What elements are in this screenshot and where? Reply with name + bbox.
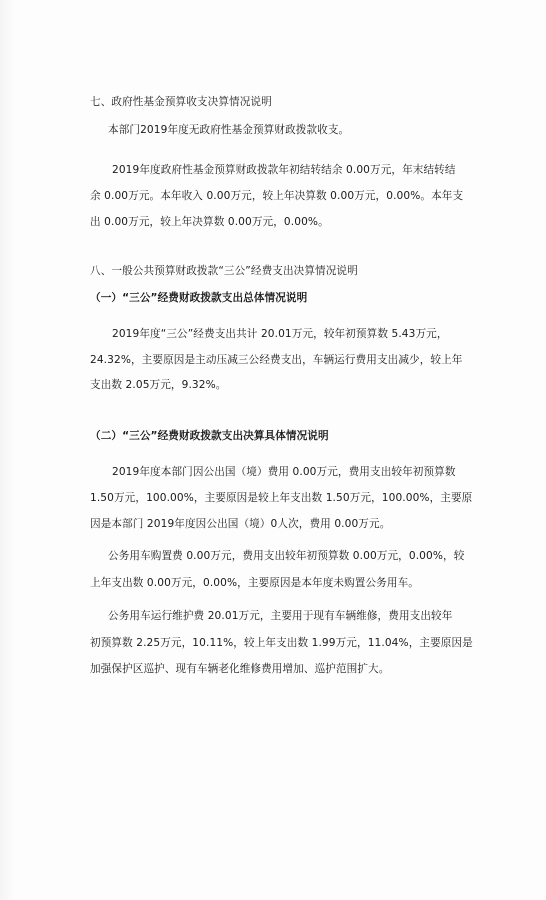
section7-paragraph-2-line-2: 余 0.00万元。本年收入 0.00万元，较上年决算数 0.00万元，0.00%。本年支 xyxy=(90,190,464,202)
section8-sub1-line-1: 2019年度“三公”经费支出共计 20.01万元，较年初预算数 5.43万元， xyxy=(112,328,448,340)
section8-sub2-title: （二）“三公”经费财政拨款支出决算具体情况说明 xyxy=(90,430,329,442)
section8-sub2-p1-line-2: 1.50万元，100.00%，主要原因是较上年支出数 1.50万元，100.00%，主要原 xyxy=(90,492,473,504)
section8-sub2-p3-line-3: 加强保护区巡护、现有车辆老化维修费用增加、巡护范围扩大。 xyxy=(90,663,390,675)
section8-sub2-p2-line-1: 公务用车购置费 0.00万元，费用支出较年初预算数 0.00万元，0.00%，较 xyxy=(108,550,465,562)
section8-sub2-p2-line-2: 上年支出数 0.00万元，0.00%，主要原因是本年度未购置公务用车。 xyxy=(90,577,419,589)
section8-sub2-p1-line-3: 因是本部门 2019年度因公出国（境）0人次，费用 0.00万元。 xyxy=(90,518,391,530)
section8-sub2-p3-line-2: 初预算数 2.25万元，10.11%，较上年支出数 1.99万元，11.04%，主要原因是 xyxy=(90,637,473,649)
section7-paragraph-2-line-3: 出 0.00万元，较上年决算数 0.00万元，0.00%。 xyxy=(90,216,329,228)
section8-sub2-p3-line-1: 公务用车运行维护费 20.01万元，主要用于现有车辆维修，费用支出较年 xyxy=(108,610,453,622)
section7-paragraph-2-line-1: 2019年度政府性基金预算财政拨款年初结转结余 0.00万元，年末结转结 xyxy=(112,164,456,176)
scan-edge-shadow xyxy=(0,0,14,900)
section8-sub2-p1-line-1: 2019年度本部门因公出国（境）费用 0.00万元，费用支出较年初预算数 xyxy=(112,466,456,478)
section7-title: 七、政府性基金预算收支决算情况说明 xyxy=(90,96,272,108)
section8-sub1-title: （一）“三公”经费财政拨款支出总体情况说明 xyxy=(90,292,308,304)
section8-sub1-line-2: 24.32%，主要原因是主动压减三公经费支出，车辆运行费用支出减少，较上年 xyxy=(90,354,463,366)
section8-sub1-line-3: 支出数 2.05万元，9.32%。 xyxy=(90,379,227,391)
section8-title: 八、一般公共预算财政拨款“三公”经费支出决算情况说明 xyxy=(90,265,358,277)
section7-paragraph-1: 本部门2019年度无政府性基金预算财政拨款收支。 xyxy=(108,124,350,136)
